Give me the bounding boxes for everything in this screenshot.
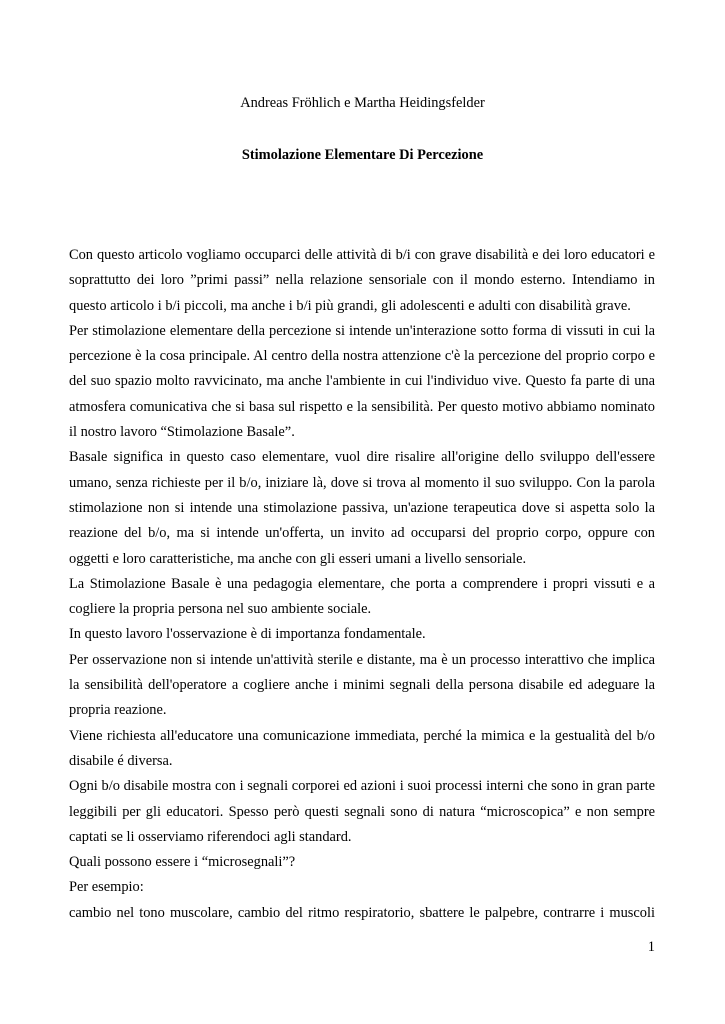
- paragraph-intro: Con questo articolo vogliamo occuparci delle attività di b/i con grave disabilità e dei loro educatori e soprattutto dei loro ”primi passi” nella relazione sensoriale con il mondo esterno. Intendiamo in questo articolo i b/i piccoli, ma anche i b/i più grandi, gli adolescenti e adulti con disabilità grave.: [69, 247, 655, 314]
- paragraph-osservazione: In questo lavoro l'osservazione è di importanza fondamentale.: [69, 626, 426, 643]
- paragraph-processo: Per osservazione non si intende un'attività sterile e distante, ma è un processo interattivo che implica la sensibilità dell'operatore a cogliere anche i minimi segnali della persona disabile ed adeguare la propria reazione.: [69, 651, 655, 719]
- paragraph-pedagogia: La Stimolazione Basale è una pedagogia elementare, che porta a comprendere i propri vissuti e a cogliere la propria persona nel suo ambiente sociale.: [69, 575, 655, 618]
- paragraph-domanda: Quali possono essere i “microsegnali”?: [69, 854, 296, 871]
- paragraph-elenco: cambio nel tono muscolare, cambio del ritmo respiratorio, sbattere le palpebre, contrarre i muscoli: [69, 904, 655, 921]
- paragraph-comunicazione: Viene richiesta all'educatore una comunicazione immediata, perché la mimica e la gestualità del b/o disabile é diversa.: [69, 727, 655, 769]
- document-title: Stimolazione Elementare Di Percezione: [241, 147, 484, 163]
- paragraph-esempio: Per esempio:: [69, 879, 144, 896]
- paragraph-segnali: Ogni b/o disabile mostra con i segnali corporei ed azioni i suoi processi interni che sono in gran parte leggibili per gli educatori. Spesso però questi segnali sono di natura “microscopica” e non sempre captati se li osserviamo riferendoci agli standard.: [69, 778, 655, 845]
- authors-line: Andreas Fröhlich e Martha Heidingsfelder: [240, 95, 485, 111]
- body-text: [69, 243, 655, 926]
- paragraph-basale: Basale significa in questo caso elementare, vuol dire risalire all'origine dello sviluppo dell'essere umano, senza richieste per il b/o, iniziare là, dove si trova al momento il suo sviluppo. Con la parola stimolazione non si intende una stimolazione passiva, un'azione terapeutica dove si aspetta solo la reazione del b/o, ma si intende un'offerta, un invito ad occuparsi del proprio corpo, oppure con oggetti e loro caratteristiche, ma anche con gli esseri umani a livello sensoriale.: [69, 449, 655, 567]
- paragraph-definition: Per stimolazione elementare della percezione si intende un'interazione sotto forma di vissuti in cui la percezione è la cosa principale. Al centro della nostra attenzione c'è la percezione del proprio corpo e del suo spazio molto ravvicinato, ma anche l'ambiente in cui l'individuo vive. Questo fa parte di una atmosfera comunicativa che si basa sul rispetto e la sensibilità. Per questo motivo abbiamo nominato il nostro lavoro “Stimolazione Basale”.: [69, 322, 655, 441]
- page-number: 1: [647, 939, 655, 955]
